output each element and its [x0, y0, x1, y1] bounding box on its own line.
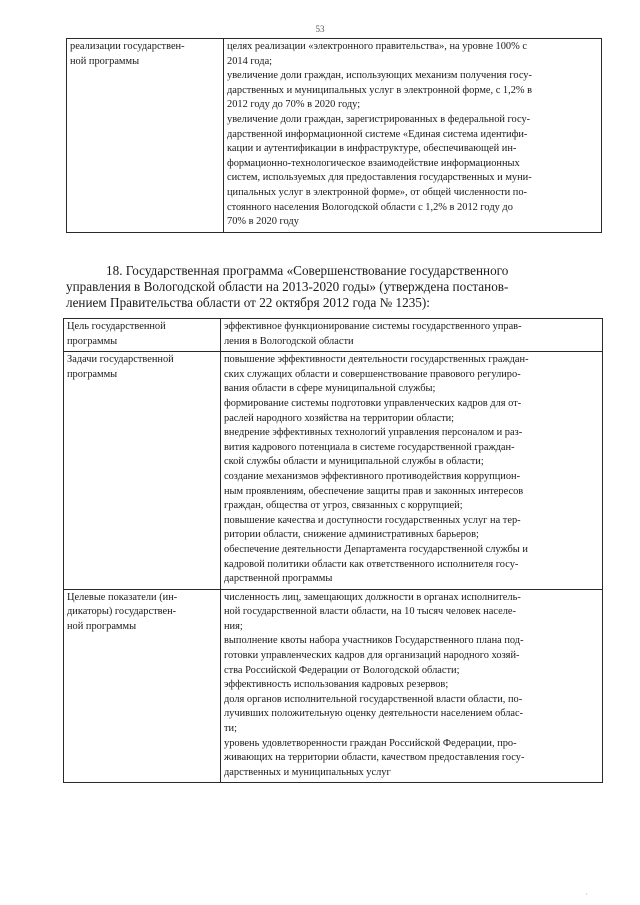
text-line: ным проявлениям, обеспечение защиты прав и законных интересов [224, 485, 524, 497]
heading-line: 18. Государственная программа «Совершенствование государственного [106, 263, 509, 278]
text-line: ской службы области и муниципальной службы в области; [224, 456, 484, 468]
text-line: увеличение доли граждан, зарегистрированных в федеральной госу- [227, 113, 531, 125]
text-line: формационно-технологическое взаимодействие информационных [227, 157, 520, 169]
text-line: раслей народного хозяйства на территории области; [224, 412, 455, 424]
text-line: ства Российской Федерации от Вологодской области; [224, 664, 460, 676]
text-line: 2012 году до 70% в 2020 году; [227, 99, 361, 111]
text-line: готовки управленческих кадров для организаций народного хозяй- [224, 650, 520, 662]
heading-line: лением Правительства области от 22 октября 2012 года № 1235): [66, 295, 430, 310]
text-line: численность лиц, замещающих должности в органах исполнитель- [224, 591, 521, 603]
text-line: дарственных и муниципальных услуг [224, 766, 391, 778]
text-line: живающих на территории области, качеством предоставления госу- [224, 752, 525, 764]
text-line: формирование системы подготовки управленческих кадров для от- [224, 397, 522, 409]
text-line: увеличение доли граждан, использующих механизм получения госу- [227, 70, 532, 82]
text-line: обеспечение деятельности Департамента государственной службы и [224, 543, 528, 555]
row-label-tasks: Задачи государственной программы [64, 352, 221, 590]
text-line: выполнение квоты набора участников Государственного плана под- [224, 635, 524, 647]
text-line: ципальных услуг в электронной форме», от общей численности по- [227, 186, 527, 198]
text-line: уровень удовлетворенности граждан Российской Федерации, про- [224, 737, 517, 749]
text-line: дарственных и муниципальных услуг в электронной форме, с 1,2% в [227, 84, 533, 96]
text-line: систем, используемых для предоставления государственных и муни- [227, 172, 532, 184]
text-line: кадровой политики области как ответственного исполнителя госу- [224, 558, 519, 570]
row-label-indicators: Целевые показатели (ин- дикаторы) государствен- ной программы [64, 589, 221, 783]
text-line: создание механизмов эффективного противодействия коррупцион- [224, 470, 521, 482]
text-line: дарственной программы [224, 573, 333, 585]
text-line: кации и аутентификации в инфраструктуре, обеспечивающей ин- [227, 143, 517, 155]
text-line: ских служащих области и совершенствование правового регулиро- [224, 368, 521, 380]
section-heading [66, 263, 602, 311]
row-content-indicators [221, 589, 603, 783]
text-line: повышение качества и доступности государственных услуг на тер- [224, 514, 521, 526]
table-row [64, 352, 603, 590]
text-line: эффективность использования кадровых резервов; [224, 679, 449, 691]
text-line: 70% в 2020 году [227, 216, 299, 228]
table-row [64, 319, 603, 352]
text-line: ной государственной власти области, на 10 тысяч человек населе- [224, 606, 516, 618]
page-number: 53 [315, 24, 325, 34]
row-content-tasks [221, 352, 603, 590]
heading-line: управления в Вологодской области на 2013-2020 годы» (утверждена постанов- [66, 279, 509, 294]
text-line: вития кадрового потенциала в системе государственной граждан- [224, 441, 515, 453]
text-line: граждан, общества от угроз, связанных с коррупцией; [224, 500, 463, 512]
text-line: ритории области, снижение административных барьеров; [224, 529, 479, 541]
text-line: повышение эффективности деятельности государственных граждан- [224, 354, 529, 366]
text-line: стоянного населения Вологодской области с 1,2% в 2012 году до [227, 201, 513, 213]
scan-mark: · [585, 890, 588, 899]
text-line: лучивших положительную оценку деятельности населением облас- [224, 708, 524, 720]
text-line: внедрение эффективных технологий управления персоналом и раз- [224, 427, 523, 439]
program-passport-table [63, 318, 603, 783]
text-line: дарственной информационной системе «Единая система идентифи- [227, 128, 528, 140]
text-line: целях реализации «электронного правительства», на уровне 100% с [227, 41, 527, 52]
row-content-goal [221, 319, 603, 352]
text-line: вания области в сфере муниципальной службы; [224, 383, 436, 395]
row-label: реализации государствен- ной программы [67, 39, 224, 233]
text-line: ления в Вологодской области [224, 335, 354, 347]
table-row [64, 589, 603, 783]
row-label-goal: Цель государственной программы [64, 319, 221, 352]
text-line: эффективное функционирование системы государственного управ- [224, 321, 522, 332]
row-content [224, 39, 602, 233]
table-row [67, 39, 602, 233]
text-line: 2014 года; [227, 55, 273, 67]
continuation-table [66, 38, 602, 233]
text-line: ти; [224, 723, 237, 735]
text-line: ния; [224, 620, 243, 632]
text-line: доля органов исполнительной государственной власти области, по- [224, 693, 523, 705]
